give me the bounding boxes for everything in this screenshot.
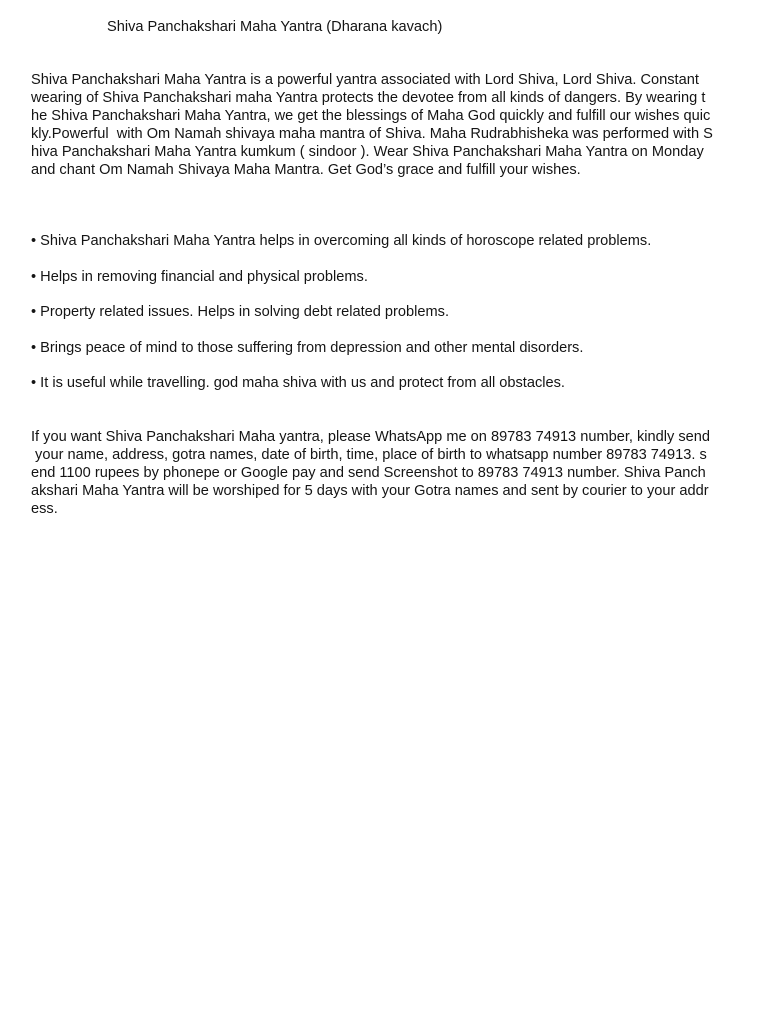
intro-line: Shiva Panchakshari Maha Yantra is a powerful yantra associated with Lord Shiva, Lord Shiva. Constant	[31, 72, 699, 88]
intro-line: wearing of Shiva Panchakshari maha Yantra protects the devotee from all kinds of dangers. By wearing t	[31, 90, 706, 106]
benefit-bullet-horoscope: • Shiva Panchakshari Maha Yantra helps in overcoming all kinds of horoscope related problems.	[31, 233, 652, 249]
contact-line: If you want Shiva Panchakshari Maha yantra, please WhatsApp me on 89783 74913 number, kindly send	[31, 429, 711, 445]
intro-paragraph	[31, 71, 713, 179]
document-title: Shiva Panchakshari Maha Yantra (Dharana kavach)	[107, 19, 443, 35]
benefit-bullet-travel: • It is useful while travelling. god maha shiva with us and protect from all obstacles.	[31, 375, 565, 391]
intro-line: hiva Panchakshari Maha Yantra kumkum ( sindoor ). Wear Shiva Panchakshari Maha Yantra on Monday	[31, 144, 704, 160]
benefit-bullet-property: • Property related issues. Helps in solving debt related problems.	[31, 304, 449, 320]
intro-line: kly.Powerful with Om Namah shivaya maha mantra of Shiva. Maha Rudrabhisheka was performed with S	[31, 126, 713, 142]
contact-line: your name, address, gotra names, date of birth, time, place of birth to whatsapp number 89783 74913. s	[31, 447, 707, 463]
contact-line: akshari Maha Yantra will be worshiped for 5 days with your Gotra names and sent by courier to your addr	[31, 483, 709, 499]
contact-line: ess.	[31, 501, 58, 517]
benefit-bullet-financial: • Helps in removing financial and physical problems.	[31, 269, 368, 285]
benefit-bullet-peace: • Brings peace of mind to those suffering from depression and other mental disorders.	[31, 340, 584, 356]
intro-line: and chant Om Namah Shivaya Maha Mantra. Get God’s grace and fulfill your wishes.	[31, 162, 581, 178]
contact-paragraph	[31, 428, 710, 518]
contact-line: end 1100 rupees by phonepe or Google pay and send Screenshot to 89783 74913 number. Shiva Panch	[31, 465, 706, 481]
intro-line: he Shiva Panchakshari Maha Yantra, we get the blessings of Maha God quickly and fulfill our wishes quic	[31, 108, 711, 124]
